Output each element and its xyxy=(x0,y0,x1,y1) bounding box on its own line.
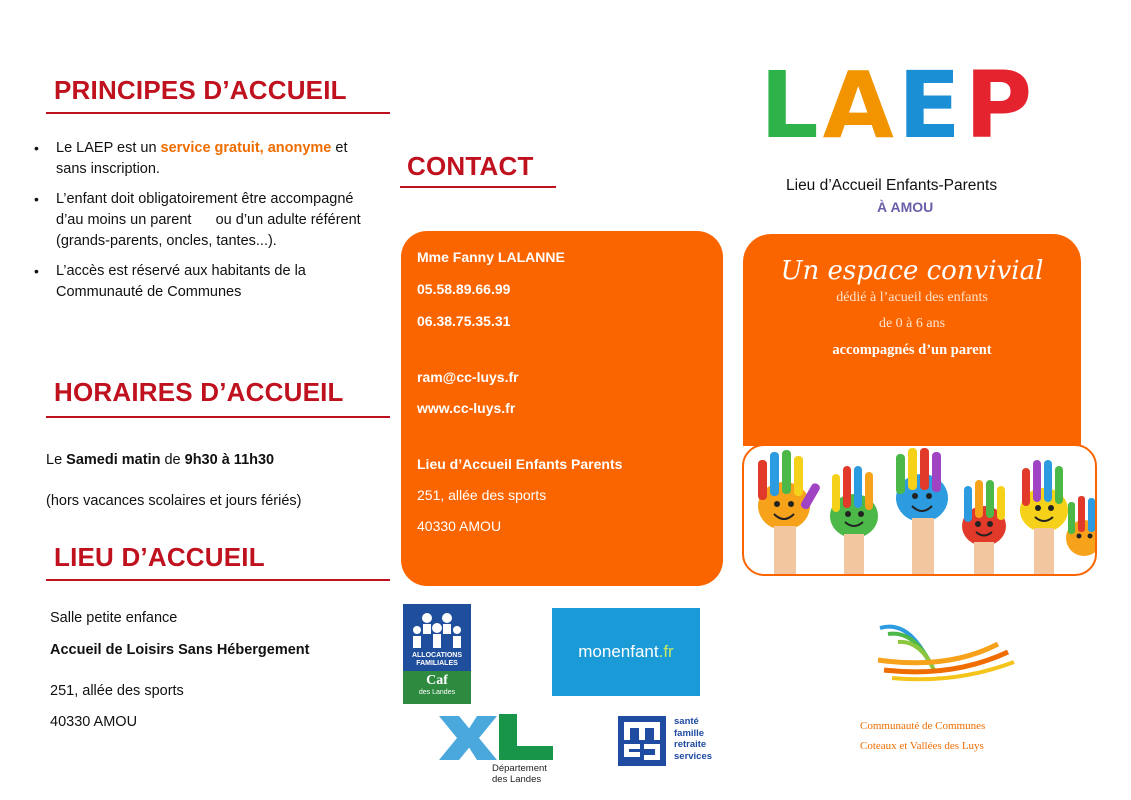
lieu-line: Accueil de Loisirs Sans Hébergement xyxy=(50,642,310,658)
bullet-icon: • xyxy=(34,191,39,207)
family-figures-icon xyxy=(403,606,471,656)
contact-email[interactable]: ram@cc-luys.fr xyxy=(417,369,519,385)
principes-list xyxy=(30,138,380,312)
principes-item: • L’enfant doit obligatoirement être accompagné d’au moins un parent ou d’un adulte référent (grands-parents, oncles, tantes...). xyxy=(34,191,365,249)
promo-line: de 0 à 6 ans xyxy=(878,316,946,331)
contact-rule xyxy=(400,186,556,188)
horaires-rule xyxy=(46,416,390,418)
monenfant-logo: monenfant.fr xyxy=(552,608,700,696)
lieu-title: LIEU D’ACCUEIL xyxy=(54,542,265,572)
msa-letters-icon xyxy=(618,716,666,766)
contact-name: Mme Fanny LALANNE xyxy=(417,249,565,265)
communaute-logo: Communauté de Communes Coteaux et Vallées des Luys xyxy=(858,620,1058,760)
laep-letter: P xyxy=(964,52,1037,159)
caf-green-band: Caf des Landes xyxy=(403,671,471,704)
principes-rule xyxy=(46,112,390,114)
promo-line: dédié à l’acueil des enfants xyxy=(836,290,988,305)
principes-highlight: service gratuit, anonyme xyxy=(160,140,332,156)
msa-logo: santé famille retraite services xyxy=(618,716,730,768)
lieu-rule xyxy=(46,579,390,581)
principes-title: PRINCIPES D’ACCUEIL xyxy=(54,75,347,105)
laep-letter: L xyxy=(760,52,823,159)
bullet-icon: • xyxy=(34,263,39,279)
lieu-line: 251, allée des sports xyxy=(50,683,184,699)
promo-panel xyxy=(743,234,1081,446)
promo-line: accompagnés d’un parent xyxy=(832,342,992,358)
laep-logo xyxy=(760,52,1050,159)
contact-website[interactable]: www.cc-luys.fr xyxy=(417,400,516,416)
lieu-line: Salle petite enfance xyxy=(50,610,178,626)
caf-logo: ALLOCATIONS FAMILIALES Caf des Landes xyxy=(403,604,471,704)
principes-item: • Le LAEP est un service gratuit, anonyme et sans inscription. xyxy=(34,140,348,177)
lieu-line: 40330 AMOU xyxy=(50,714,138,730)
principes-item: • L’accès est réservé aux habitants de la Communauté de Communes xyxy=(34,263,306,300)
laep-letter: A xyxy=(822,52,898,159)
promo-headline: Un espace convivial xyxy=(780,256,1044,286)
horaires-line: Le Samedi matin de 9h30 à 11h30 xyxy=(46,452,275,468)
contact-phone[interactable]: 05.58.89.66.99 xyxy=(417,281,511,297)
brand-subtitle: Lieu d’Accueil Enfants-Parents xyxy=(786,177,998,194)
bullet-icon: • xyxy=(34,140,39,156)
msa-mark xyxy=(618,716,666,766)
communaute-swoosh-icon xyxy=(868,620,1028,700)
laep-letter: E xyxy=(897,52,965,159)
painted-hands-icon xyxy=(744,446,1097,576)
contact-city: 40330 AMOU xyxy=(417,518,502,534)
xl-logo-icon xyxy=(437,712,562,764)
contact-place: Lieu d’Accueil Enfants Parents xyxy=(417,456,623,472)
contact-title: CONTACT xyxy=(407,151,534,181)
painted-hands-image xyxy=(742,444,1097,576)
contact-card xyxy=(401,231,723,586)
horaires-title: HORAIRES D’ACCUEIL xyxy=(54,377,344,407)
contact-phone[interactable]: 06.38.75.35.31 xyxy=(417,313,511,329)
contact-address: 251, allée des sports xyxy=(417,487,547,503)
departement-logo: Département des Landes xyxy=(437,712,562,790)
horaires-note: (hors vacances scolaires et jours fériés) xyxy=(46,493,302,509)
brand-location: À AMOU xyxy=(877,199,934,215)
